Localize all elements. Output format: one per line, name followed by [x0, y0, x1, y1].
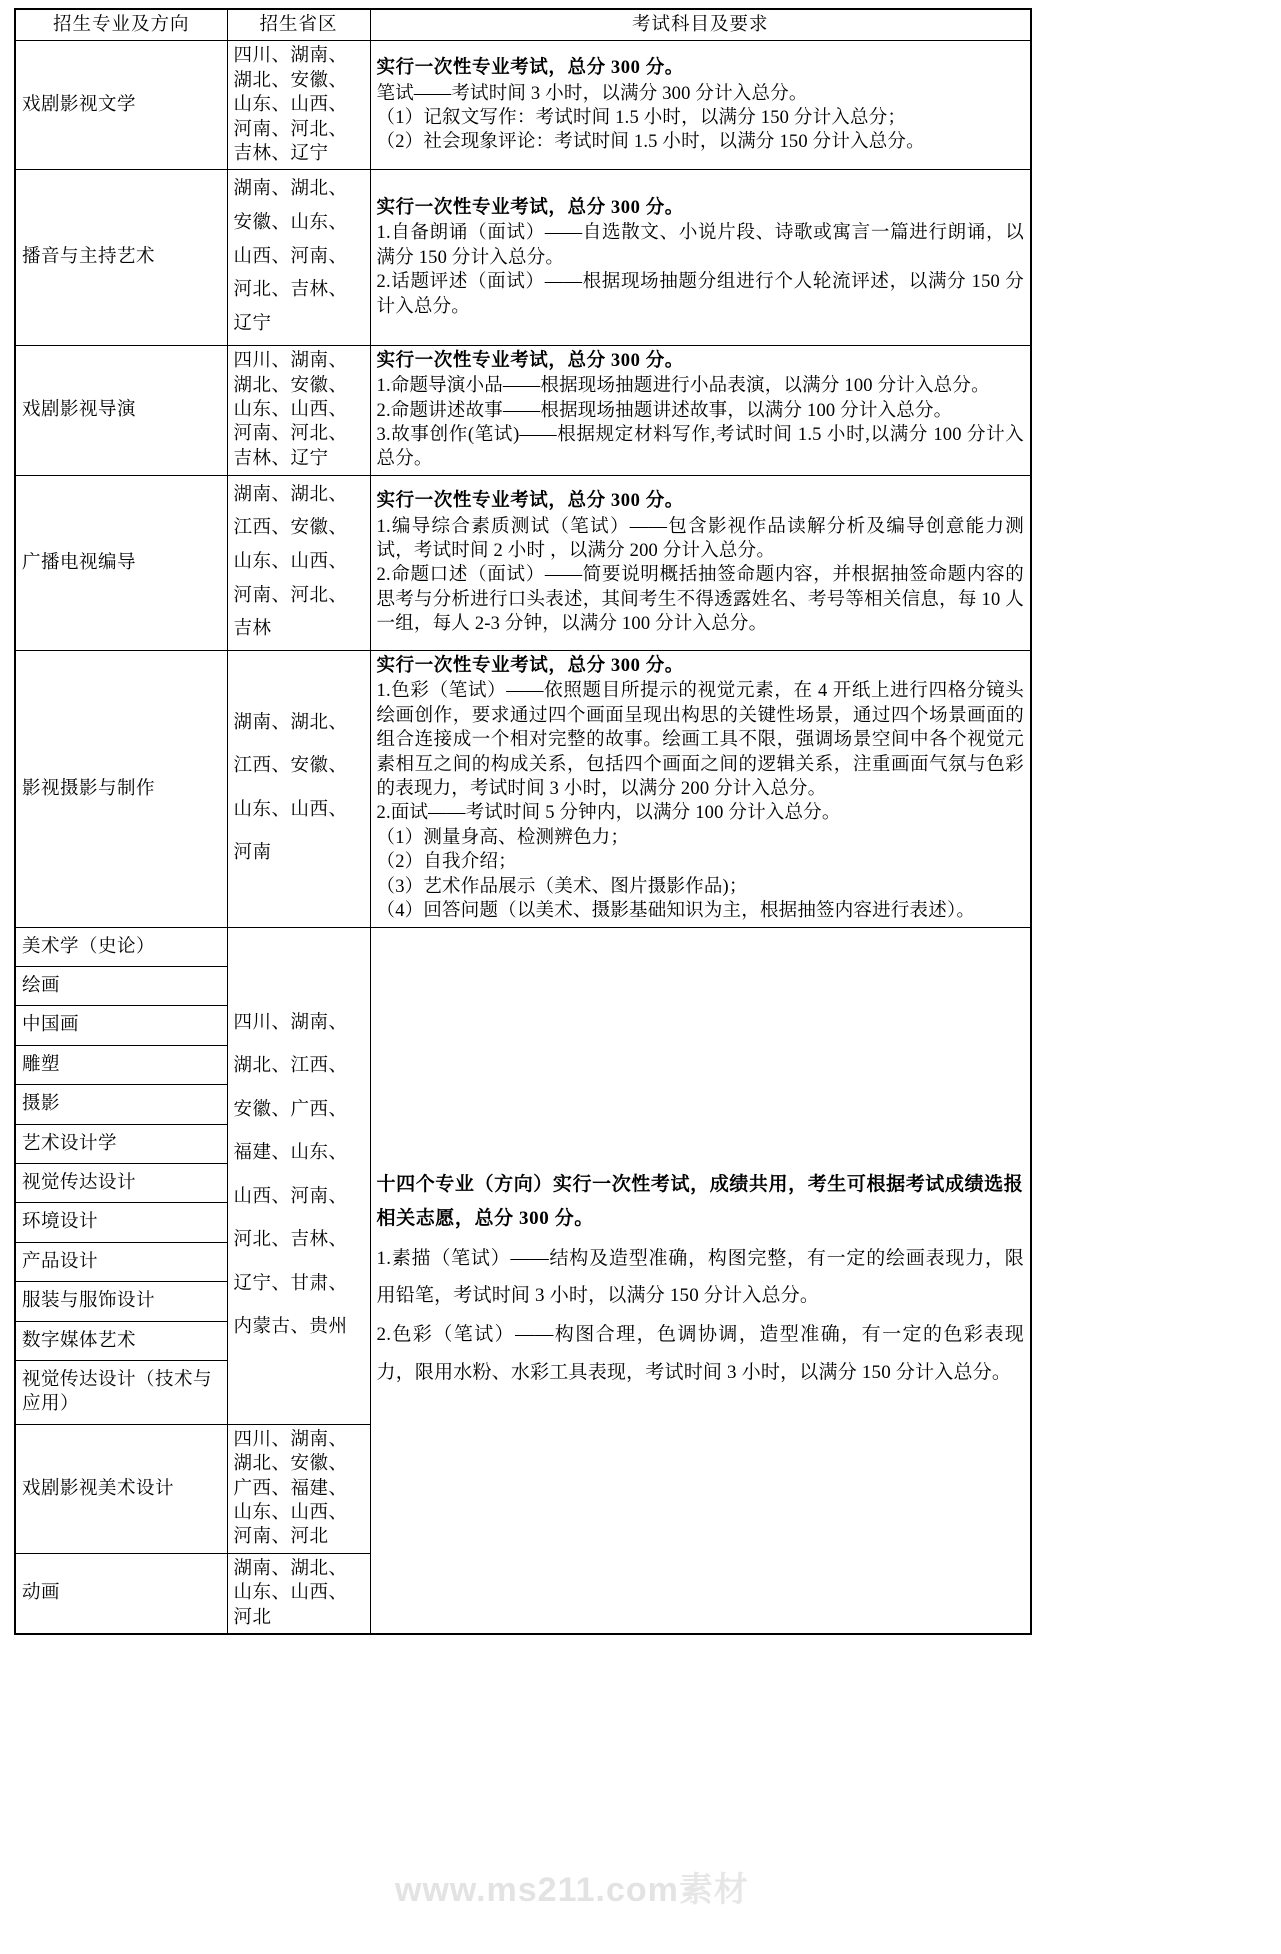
requirement-line: 2.命题讲述故事——根据现场抽题讲述故事，以满分 100 分计入总分。 — [376, 400, 953, 421]
major-name: 环境设计 — [15, 1203, 227, 1242]
requirement-line: （2）社会现象评论：考试时间 1.5 小时，以满分 150 分计入总分。 — [376, 132, 925, 153]
requirement-line: 2.命题口述（面试）——简要说明概括抽签命题内容，并根据抽签命题内容的思考与分析进行口头表述，其间考生不得透露姓名、考号等相关信息，每 10 人一组，每人 2-3 分钟，以满分 100 分计入总分。 — [376, 565, 1024, 635]
province-text: 湖南、湖北、山东、山西、河北 — [233, 1558, 348, 1628]
major-name: 影视摄影与制作 — [15, 651, 227, 927]
requirement-line: （1）测量身高、检测辨色力； — [376, 827, 630, 848]
province-list — [227, 170, 370, 345]
major-name: 视觉传达设计 — [15, 1163, 227, 1202]
province-text: 四川、湖南、湖北、安徽、山东、山西、河南、河北、吉林、辽宁 — [233, 46, 348, 165]
province-text: 湖南、湖北、江西、安徽、山东、山西、河南 — [233, 712, 348, 864]
requirement-headline: 十四个专业（方向）实行一次性考试，成绩共用，考生可根据考试成绩选报相关志愿，总分 300 分。 — [376, 1173, 1024, 1230]
requirements-cell — [370, 927, 1031, 1634]
requirement-line: 笔试——考试时间 3 小时，以满分 300 分计入总分。 — [376, 83, 808, 104]
major-name: 戏剧影视文学 — [15, 41, 227, 170]
table-row — [15, 345, 1031, 475]
major-name: 视觉传达设计（技术与应用） — [15, 1360, 227, 1424]
requirement-line: 2.色彩（笔试）——构图合理，色调协调，造型准确，有一定的色彩表现力，限用水粉、水彩工具表现，考试时间 3 小时，以满分 150 分计入总分。 — [376, 1324, 1024, 1383]
requirement-headline: 实行一次性专业考试，总分 300 分。 — [376, 58, 684, 79]
table-row — [15, 927, 1031, 966]
header-requirements: 考试科目及要求 — [370, 9, 1031, 41]
requirements-cell — [370, 170, 1031, 345]
exam-requirements-table — [14, 8, 1032, 1635]
requirement-headline: 实行一次性专业考试，总分 300 分。 — [376, 491, 684, 512]
site-watermark — [395, 1862, 749, 1911]
requirements-cell — [370, 651, 1031, 927]
major-name: 摄影 — [15, 1085, 227, 1124]
table-body — [15, 41, 1031, 1634]
major-name: 戏剧影视导演 — [15, 345, 227, 475]
major-name: 产品设计 — [15, 1242, 227, 1281]
requirement-line: 3.故事创作(笔试)——根据规定材料写作,考试时间 1.5 小时,以满分 100 分计入总分。 — [376, 424, 1024, 470]
requirement-line: 1.命题导演小品——根据现场抽题进行小品表演，以满分 100 分计入总分。 — [376, 376, 990, 397]
major-name: 戏剧影视美术设计 — [15, 1424, 227, 1553]
major-name: 中国画 — [15, 1006, 227, 1045]
table-row — [15, 170, 1031, 345]
province-list — [227, 41, 370, 170]
table-row — [15, 651, 1031, 927]
requirement-line: （2）自我介绍； — [376, 852, 517, 873]
requirement-line: 1.素描（笔试）——结构及造型准确，构图完整，有一定的绘画表现力，限用铅笔，考试时间 3 小时，以满分 150 分计入总分。 — [376, 1248, 1024, 1307]
province-list — [227, 475, 370, 650]
province-list — [227, 345, 370, 475]
table-row — [15, 41, 1031, 170]
major-name: 广播电视编导 — [15, 475, 227, 650]
major-name: 艺术设计学 — [15, 1124, 227, 1163]
requirement-line: 1.自备朗诵（面试）——自选散文、小说片段、诗歌或寓言一篇进行朗诵，以满分 150 分计入总分。 — [376, 223, 1024, 268]
table-row — [15, 475, 1031, 650]
header-major: 招生专业及方向 — [15, 9, 227, 41]
table-header — [15, 9, 1031, 41]
requirements-cell — [370, 41, 1031, 170]
province-text: 四川、湖南、湖北、江西、安徽、广西、福建、山东、山西、河南、河北、吉林、辽宁、甘肃、内蒙古、贵州 — [233, 1012, 348, 1338]
major-name: 雕塑 — [15, 1045, 227, 1084]
province-text: 湖南、湖北、江西、安徽、山东、山西、河南、河北、吉林 — [233, 484, 348, 640]
requirement-line: 1.编导综合素质测试（笔试）——包含影视作品读解分析及编导创意能力测试，考试时间 2 小时 ，以满分 200 分计入总分。 — [376, 516, 1024, 561]
major-name: 美术学（史论） — [15, 927, 227, 966]
province-list — [227, 1424, 370, 1553]
requirement-line: 1.色彩（笔试）——依照题目所提示的视觉元素，在 4 开纸上进行四格分镜头绘画创作，要求通过四个画面呈现出构思的关键性场景，通过四个场景画面的组合连接成一个相对完整的故事。绘画工具不限，强调场景空间中各个视觉元素相互之间的构成关系，包括四个画面之间的逻辑关系，注重画面气氛与色彩的表现力，考试时间 3 小时，以满分 200 分计入总分。 — [376, 681, 1024, 800]
requirement-line: （4）回答问题（以美术、摄影基础知识为主，根据抽签内容进行表述）。 — [376, 901, 976, 922]
major-name: 数字媒体艺术 — [15, 1321, 227, 1360]
major-name: 播音与主持艺术 — [15, 170, 227, 345]
major-name: 动画 — [15, 1553, 227, 1634]
requirement-line: （1）记叙文写作：考试时间 1.5 小时，以满分 150 分计入总分； — [376, 107, 907, 128]
requirement-headline: 实行一次性专业考试，总分 300 分。 — [376, 656, 684, 677]
requirement-line: 2.话题评述（面试）——根据现场抽题分组进行个人轮流评述，以满分 150 分计入总分。 — [376, 272, 1024, 317]
province-text: 湖南、湖北、安徽、山东、山西、河南、河北、吉林、辽宁 — [233, 179, 348, 335]
province-text: 四川、湖南、湖北、安徽、山东、山西、河南、河北、吉林、辽宁 — [233, 351, 348, 469]
requirement-line: （3）艺术作品展示（美术、图片摄影作品)； — [376, 876, 748, 897]
major-name: 服装与服饰设计 — [15, 1282, 227, 1321]
province-list — [227, 651, 370, 927]
requirements-cell — [370, 345, 1031, 475]
major-name: 绘画 — [15, 966, 227, 1005]
header-province: 招生省区 — [227, 9, 370, 41]
province-text: 四川、湖南、湖北、安徽、广西、福建、山东、山西、河南、河北 — [233, 1429, 348, 1548]
province-list — [227, 927, 370, 1424]
watermark-suffix: 素材 — [678, 1872, 749, 1909]
requirement-line: 2.面试——考试时间 5 分钟内，以满分 100 分计入总分。 — [376, 803, 841, 824]
requirement-headline: 实行一次性专业考试，总分 300 分。 — [376, 350, 684, 371]
requirement-headline: 实行一次性专业考试，总分 300 分。 — [376, 198, 684, 219]
header-row — [15, 9, 1031, 41]
province-list — [227, 1553, 370, 1634]
watermark-url: www.ms211.com — [395, 1871, 679, 1909]
requirements-cell — [370, 475, 1031, 650]
